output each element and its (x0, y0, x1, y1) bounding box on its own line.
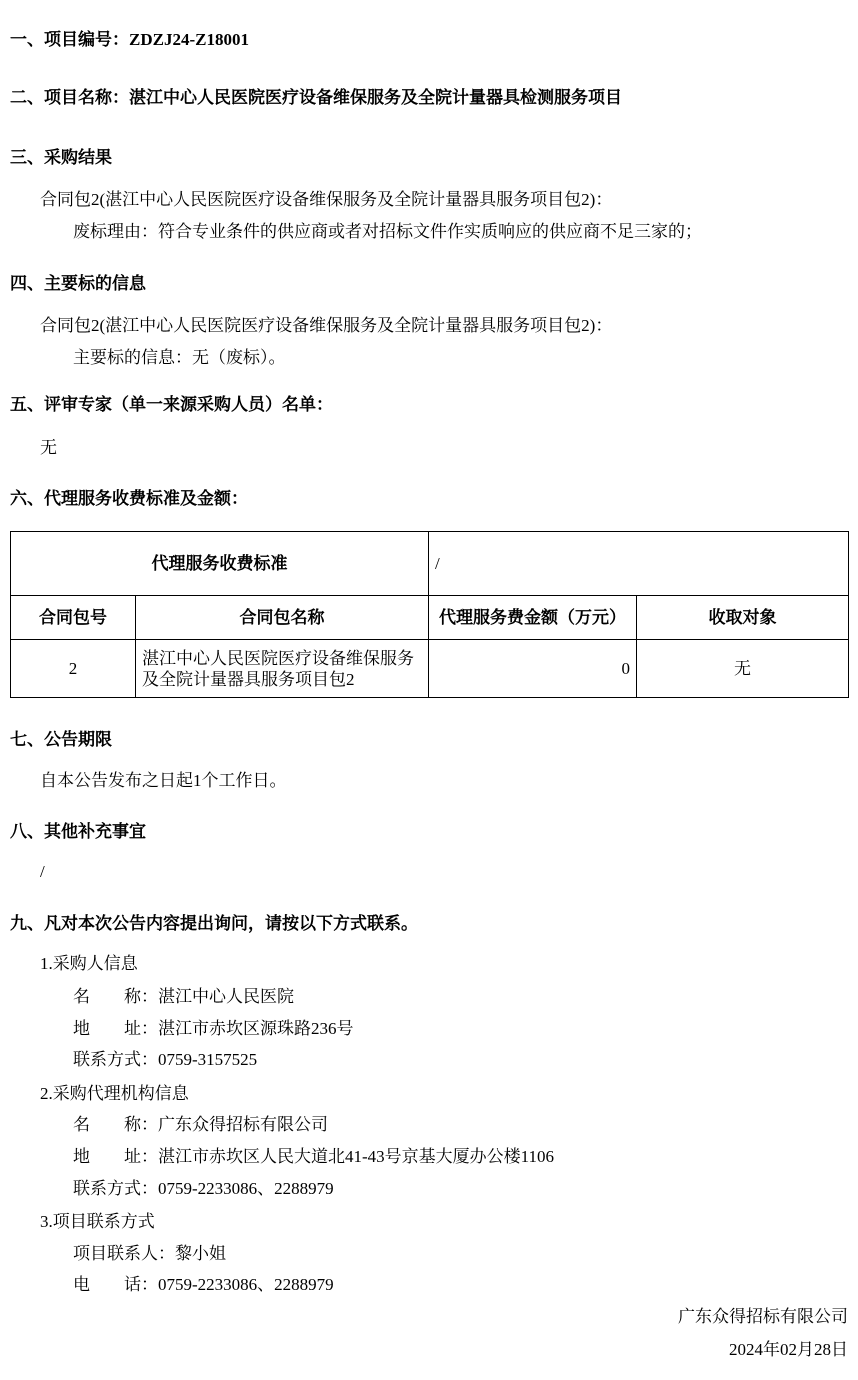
project-number-line: 一、项目编号：ZDZJ24-Z18001 (10, 30, 249, 49)
header-package-name: 合同包名称 (136, 596, 429, 640)
project-name-line: 二、项目名称：湛江中心人民医院医疗设备维保服务及全院计量器具检测服务项目 (10, 88, 622, 107)
fee-standard-label-cell: 代理服务收费标准 (11, 532, 429, 596)
agency-fee-table (10, 531, 849, 698)
cell-fee-amount: 0 (429, 640, 637, 698)
header-package-no: 合同包号 (11, 596, 136, 640)
procurement-result-reason-line: 废标理由：符合专业条件的供应商或者对招标文件作实质响应的供应商不足三家的； (73, 222, 702, 241)
header-fee-amount: 代理服务费金额（万元） (429, 596, 637, 640)
cell-package-no: 2 (11, 640, 136, 698)
section-notice-period-heading: 七、公告期限 (10, 730, 112, 749)
purchaser-info-title: 1.采购人信息 (40, 954, 138, 973)
purchaser-name-line: 名 称：湛江中心人民医院 (73, 987, 294, 1006)
agency-address-line: 地 址：湛江市赤坎区人民大道北41-43号京基大厦办公楼1106 (73, 1147, 555, 1166)
fee-standard-row (11, 532, 849, 596)
section-experts-heading: 五、评审专家（单一来源采购人员）名单： (10, 395, 333, 414)
fee-standard-value-cell: / (429, 532, 849, 596)
section-procurement-result-heading: 三、采购结果 (10, 148, 112, 167)
cell-package-name: 湛江中心人民医院医疗设备维保服务及全院计量器具服务项目包2 (136, 640, 429, 698)
table-header-row (11, 596, 849, 640)
section-other-matters-heading: 八、其他补充事宜 (10, 822, 146, 841)
header-charge-target: 收取对象 (637, 596, 849, 640)
section-main-subject-heading: 四、主要标的信息 (10, 274, 146, 293)
main-subject-package-line: 合同包2(湛江中心人民医院医疗设备维保服务及全院计量器具服务项目包2)： (40, 316, 613, 335)
section-agency-fee-heading: 六、代理服务收费标准及金额： (10, 489, 248, 508)
purchaser-contact-line: 联系方式：0759-3157525 (73, 1050, 258, 1069)
procurement-result-package-line: 合同包2(湛江中心人民医院医疗设备维保服务及全院计量器具服务项目包2)： (40, 190, 613, 209)
main-subject-info-line: 主要标的信息：无（废标）。 (73, 348, 286, 367)
agency-info-title: 2.采购代理机构信息 (40, 1084, 189, 1103)
cell-charge-target: 无 (637, 640, 849, 698)
project-contact-person-line: 项目联系人：黎小姐 (73, 1244, 226, 1263)
agency-contact-line: 联系方式：0759-2233086、2288979 (73, 1179, 334, 1198)
section-contact-heading: 九、凡对本次公告内容提出询问，请按以下方式联系。 (10, 914, 418, 933)
footer-date: 2024年02月28日 (729, 1340, 848, 1359)
agency-name-line: 名 称：广东众得招标有限公司 (73, 1115, 328, 1134)
project-contact-phone-line: 电 话：0759-2233086、2288979 (73, 1275, 334, 1294)
other-matters-value: / (40, 862, 45, 881)
experts-value: 无 (40, 438, 57, 457)
project-contact-title: 3.项目联系方式 (40, 1212, 155, 1231)
table-data-row (11, 640, 849, 698)
notice-period-value: 自本公告发布之日起1个工作日。 (40, 771, 287, 790)
footer-company: 广东众得招标有限公司 (678, 1307, 848, 1326)
purchaser-address-line: 地 址：湛江市赤坎区源珠路236号 (73, 1019, 354, 1038)
